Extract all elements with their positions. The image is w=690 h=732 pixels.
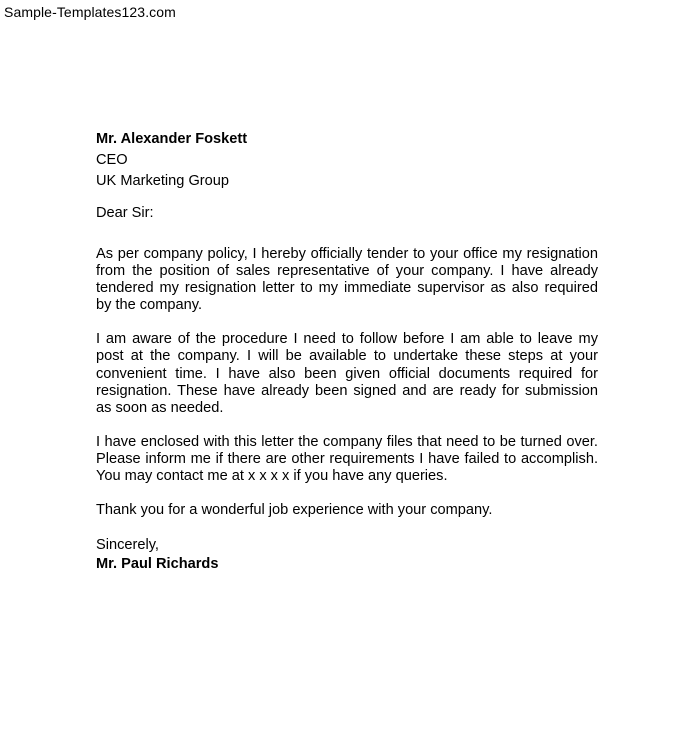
paragraph-procedure: I am aware of the procedure I need to follow before I am able to leave my post at the company. I will be available to undertake these steps at your convenient time. I have also been given official documents required for resignation. These have already been signed and are ready for submission as soon as needed. xyxy=(96,331,598,416)
letter-body xyxy=(96,131,598,573)
thanks-line: Thank you for a wonderful job experience with your company. xyxy=(96,502,493,519)
site-watermark: Sample-Templates123.com xyxy=(4,4,176,20)
salutation: Dear Sir: xyxy=(96,205,154,221)
signature-name: Mr. Paul Richards xyxy=(96,556,219,573)
recipient-name: Mr. Alexander Foskett xyxy=(96,131,248,147)
recipient-company: UK Marketing Group xyxy=(96,173,230,189)
recipient-title: CEO xyxy=(96,152,128,168)
paragraph-enclosed: I have enclosed with this letter the company files that need to be turned over. Please inform me if there are other requirements I have failed to accomplish. You may contact me at x x x x if you have any queries. xyxy=(96,433,598,485)
closing: Sincerely, xyxy=(96,537,159,554)
paragraph-policy: As per company policy, I hereby officially tender to your office my resignation from the position of sales representative of your company. I have already tendered my resignation letter to my immediate supervisor as also required by the company. xyxy=(96,246,598,314)
